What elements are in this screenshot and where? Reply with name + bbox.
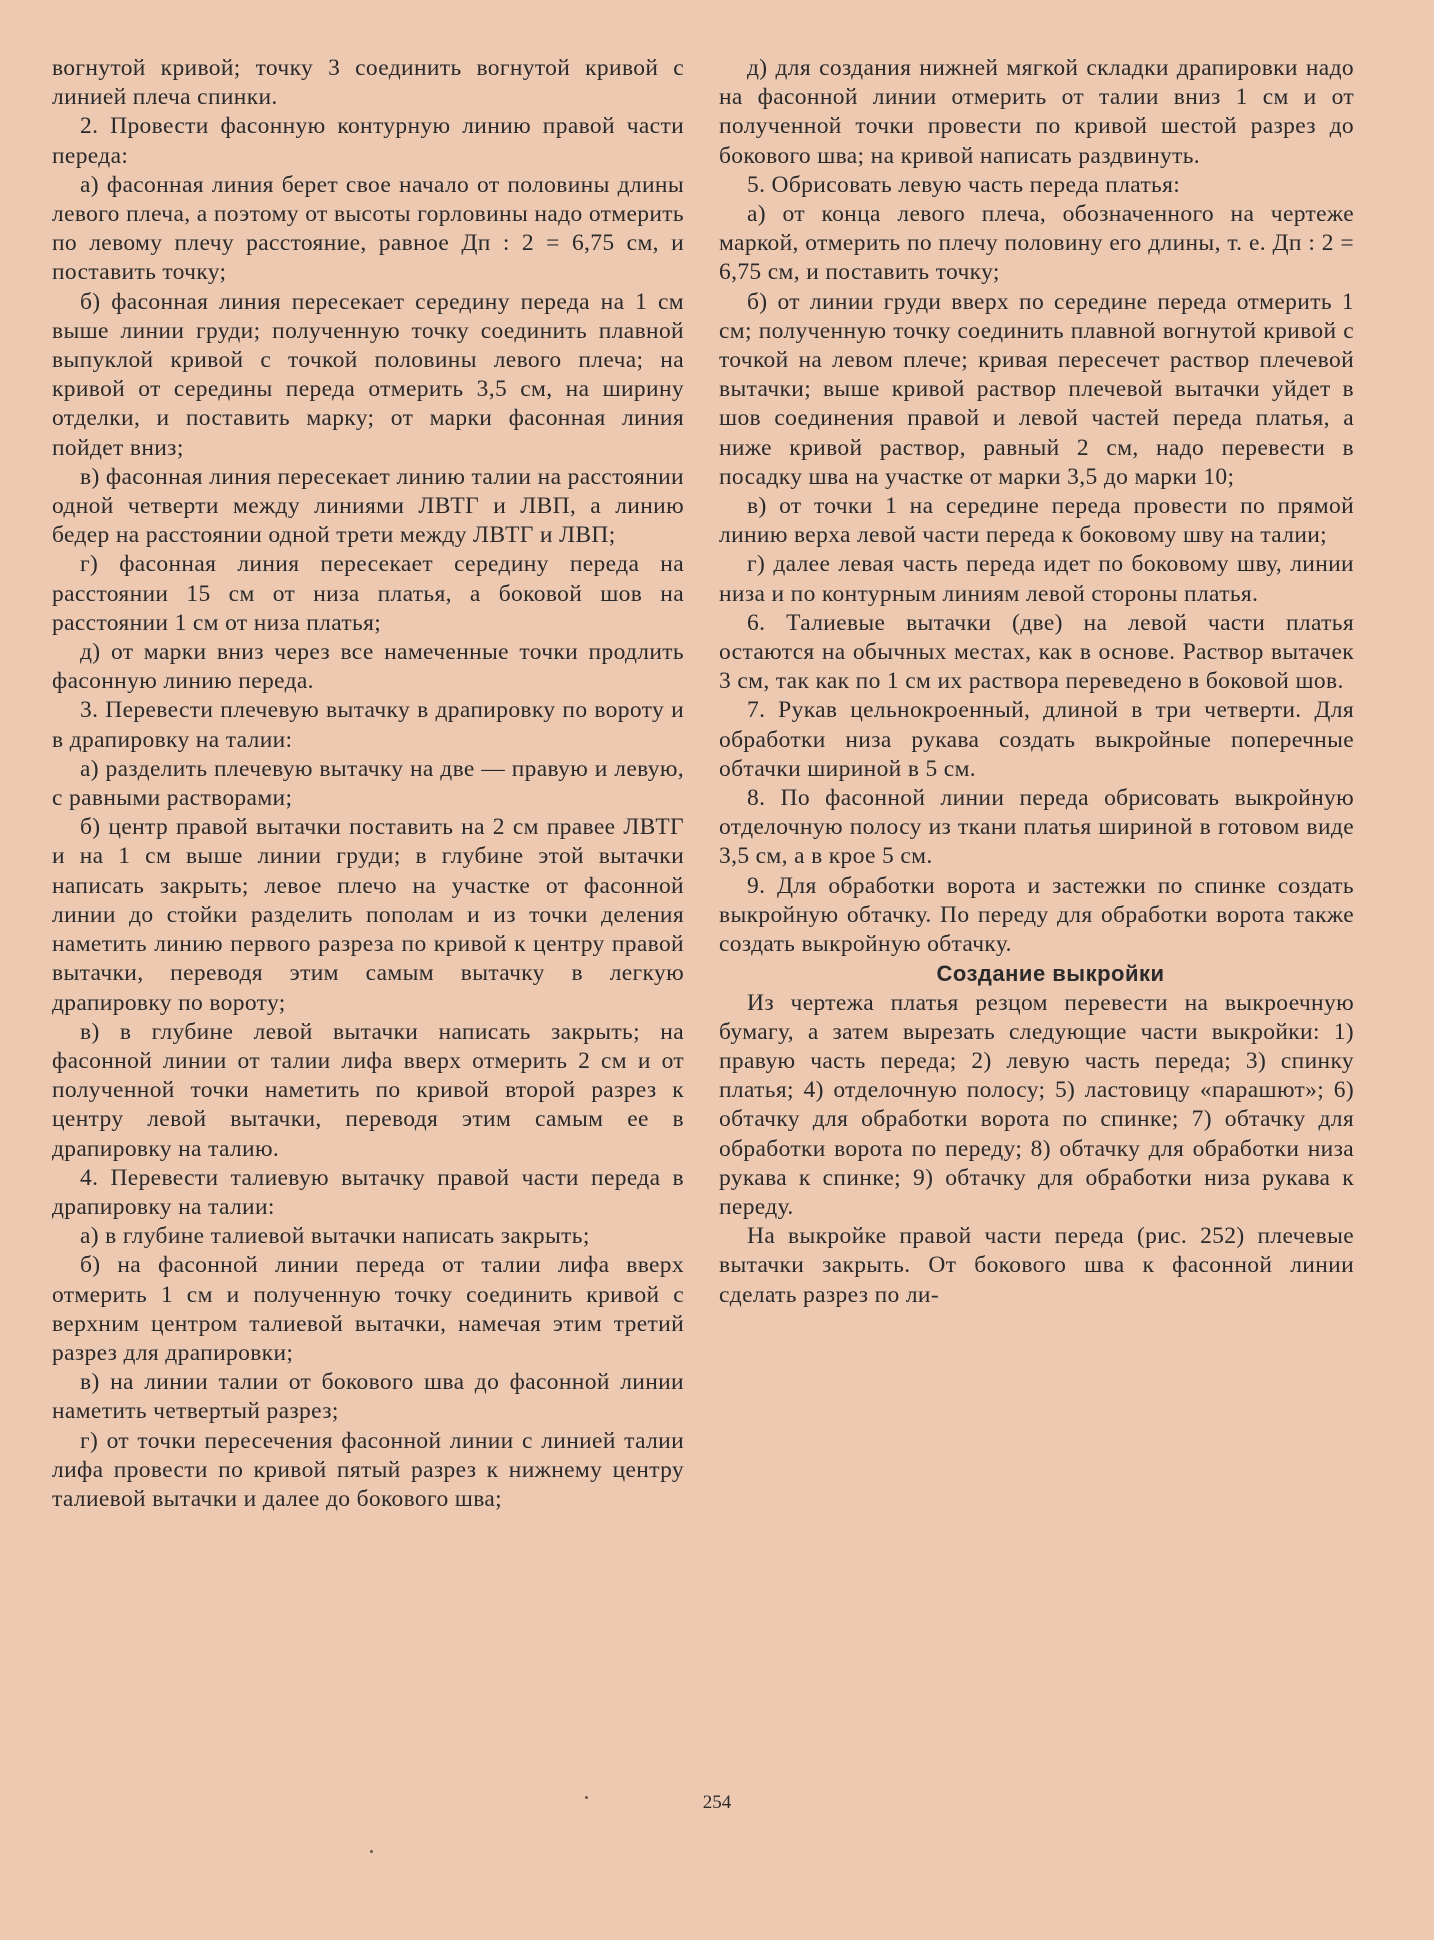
- paragraph: в) в глубине левой вытачки написать закрыть; на фасонной линии от талии лифа вверх отмерить 2 см и от полученной точки наметить по кривой второй разрез к центру левой вытачки, переводя этим самым ее в драпировку на талию.: [52, 1018, 684, 1162]
- paragraph: На выкройке правой части переда (рис. 252) плечевые вытачки закрыть. От бокового шва к фасонной линии сделать разрез по ли-: [719, 1223, 1354, 1308]
- paragraph: 9. Для обработки ворота и застежки по спинке создать выкройную обтачку. По переду для обработки ворота также создать выкройную обтачку.: [719, 872, 1354, 958]
- paragraph: 2. Провести фасонную контурную линию правой части переда:: [52, 113, 684, 169]
- paragraph: б) фасонная линия пересекает середину переда на 1 см выше линии груди; полученную точку соединить плавной выпуклой кривой с точкой половины левого плеча; на кривой от середины переда отмерить 3,5 см, на ширину отделки, и поставить марку; от марки фасонная линия пойдет вниз;: [52, 288, 684, 461]
- right-column: [719, 54, 1354, 1310]
- paragraph: 4. Перевести талиевую вытачку правой части переда в драпировку на талии:: [52, 1164, 684, 1220]
- left-column: [52, 54, 684, 1514]
- paragraph: 6. Талиевые вытачки (две) на левой части платья остаются на обычных местах, как в основе. Раствор вытачек 3 см, так как по 1 см их раствора переведено в боковой шов.: [719, 609, 1354, 695]
- paragraph: 8. По фасонной линии переда обрисовать выкройную отделочную полосу из ткани платья шириной в готовом виде 3,5 см, а в крое 5 см.: [719, 785, 1354, 870]
- page-number: 254: [702, 1792, 732, 1813]
- paragraph: б) центр правой вытачки поставить на 2 см правее ЛВТГ и на 1 см выше линии груди; в глубине этой вытачки написать закрыть; левое плечо на участке от фасонной линии до стойки разделить пополам и из точки деления наметить линию первого разреза по кривой к центру правой вытачки, переводя этим самым вытачку в легкую драпировку по вороту;: [52, 814, 684, 1016]
- paragraph: а) от конца левого плеча, обозначенного на чертеже маркой, отмерить по плечу половину его длины, т. е. Дп : 2 = 6,75 см, и поставить точку;: [719, 201, 1354, 286]
- paragraph: г) фасонная линия пересекает середину переда на расстоянии 15 см от низа платья, а боковой шов на расстоянии 1 см от низа платья;: [52, 551, 684, 636]
- paragraph: б) на фасонной линии переда от талии лифа вверх отмерить 1 см и полученную точку соединить кривой с верхним центром талиевой вытачки, намечая этим третий разрез для драпировки;: [52, 1252, 684, 1366]
- paragraph: а) разделить плечевую вытачку на две — правую и левую, с равными растворами;: [52, 755, 684, 812]
- paragraph: а) в глубине талиевой вытачки написать закрыть;: [80, 1223, 590, 1250]
- paragraph: в) на линии талии от бокового шва до фасонной линии наметить четвертый разрез;: [52, 1369, 684, 1425]
- print-speck: [370, 1850, 373, 1853]
- paragraph: д) для создания нижней мягкой складки драпировки надо на фасонной линии отмерить от талии вниз 1 см и от полученной точки провести по кривой шестой разрез до бокового шва; на кривой написать раздвинуть.: [719, 55, 1354, 169]
- paragraph: в) от точки 1 на середине переда провести по прямой линию верха левой части переда к боковому шву на талии;: [719, 493, 1354, 549]
- paragraph: а) фасонная линия берет свое начало от половины длины левого плеча, а поэтому от высоты горловины надо отмерить по левому плечу расстояние, равное Дп : 2 = 6,75 см, и поставить точку;: [52, 171, 684, 286]
- paragraph: Из чертежа платья резцом перевести на выкроечную бумагу, а затем вырезать следующие части выкройки: 1) правую часть переда; 2) левую часть переда; 3) спинку платья; 4) отделочную полосу; 5) ластовицу «парашют»; 6) обтачку для обработки ворота по спинке; 7) обтачку для обработки ворота по переду; 8) обтачку для обработки низа рукава к спинке; 9) обтачку для обработки низа рукава к переду.: [719, 989, 1354, 1220]
- paragraph: д) от марки вниз через все намеченные точки продлить фасонную линию переда.: [52, 639, 684, 695]
- print-speck: [585, 1796, 588, 1799]
- paragraph: 3. Перевести плечевую вытачку в драпировку по вороту и в драпировку на талии:: [52, 697, 684, 753]
- paragraph: вогнутой кривой; точку 3 соединить вогнутой кривой с линией плеча спинки.: [52, 55, 684, 111]
- paragraph: в) фасонная линия пересекает линию талии на расстоянии одной четверти между линиями ЛВТГ и ЛВП, а линию бедер на расстоянии одной трети между ЛВТГ и ЛВП;: [52, 463, 684, 549]
- paragraph: 7. Рукав цельнокроенный, длиной в три четверти. Для обработки низа рукава создать выкройные поперечные обтачки шириной в 5 см.: [719, 697, 1354, 782]
- paragraph: б) от линии груди вверх по середине переда отмерить 1 см; полученную точку соединить плавной вогнутой кривой с точкой на левом плече; кривая пересечет раствор плечевой вытачки; выше кривой раствор плечевой вытачки уйдет в шов соединения правой и левой частей переда платья, а ниже кривой раствор, равный 2 см, надо перевести в посадку шва на участке от марки 3,5 до марки 10;: [719, 288, 1354, 490]
- paragraph: г) далее левая часть переда идет по боковому шву, линии низа и по контурным линиям левой стороны платья.: [719, 551, 1354, 607]
- section-title: Создание выкройки: [936, 961, 1165, 987]
- paragraph: г) от точки пересечения фасонной линии с линией талии лифа провести по кривой пятый разрез к нижнему центру талиевой вытачки и далее до бокового шва;: [52, 1427, 684, 1512]
- paragraph: 5. Обрисовать левую часть переда платья:: [747, 171, 1181, 198]
